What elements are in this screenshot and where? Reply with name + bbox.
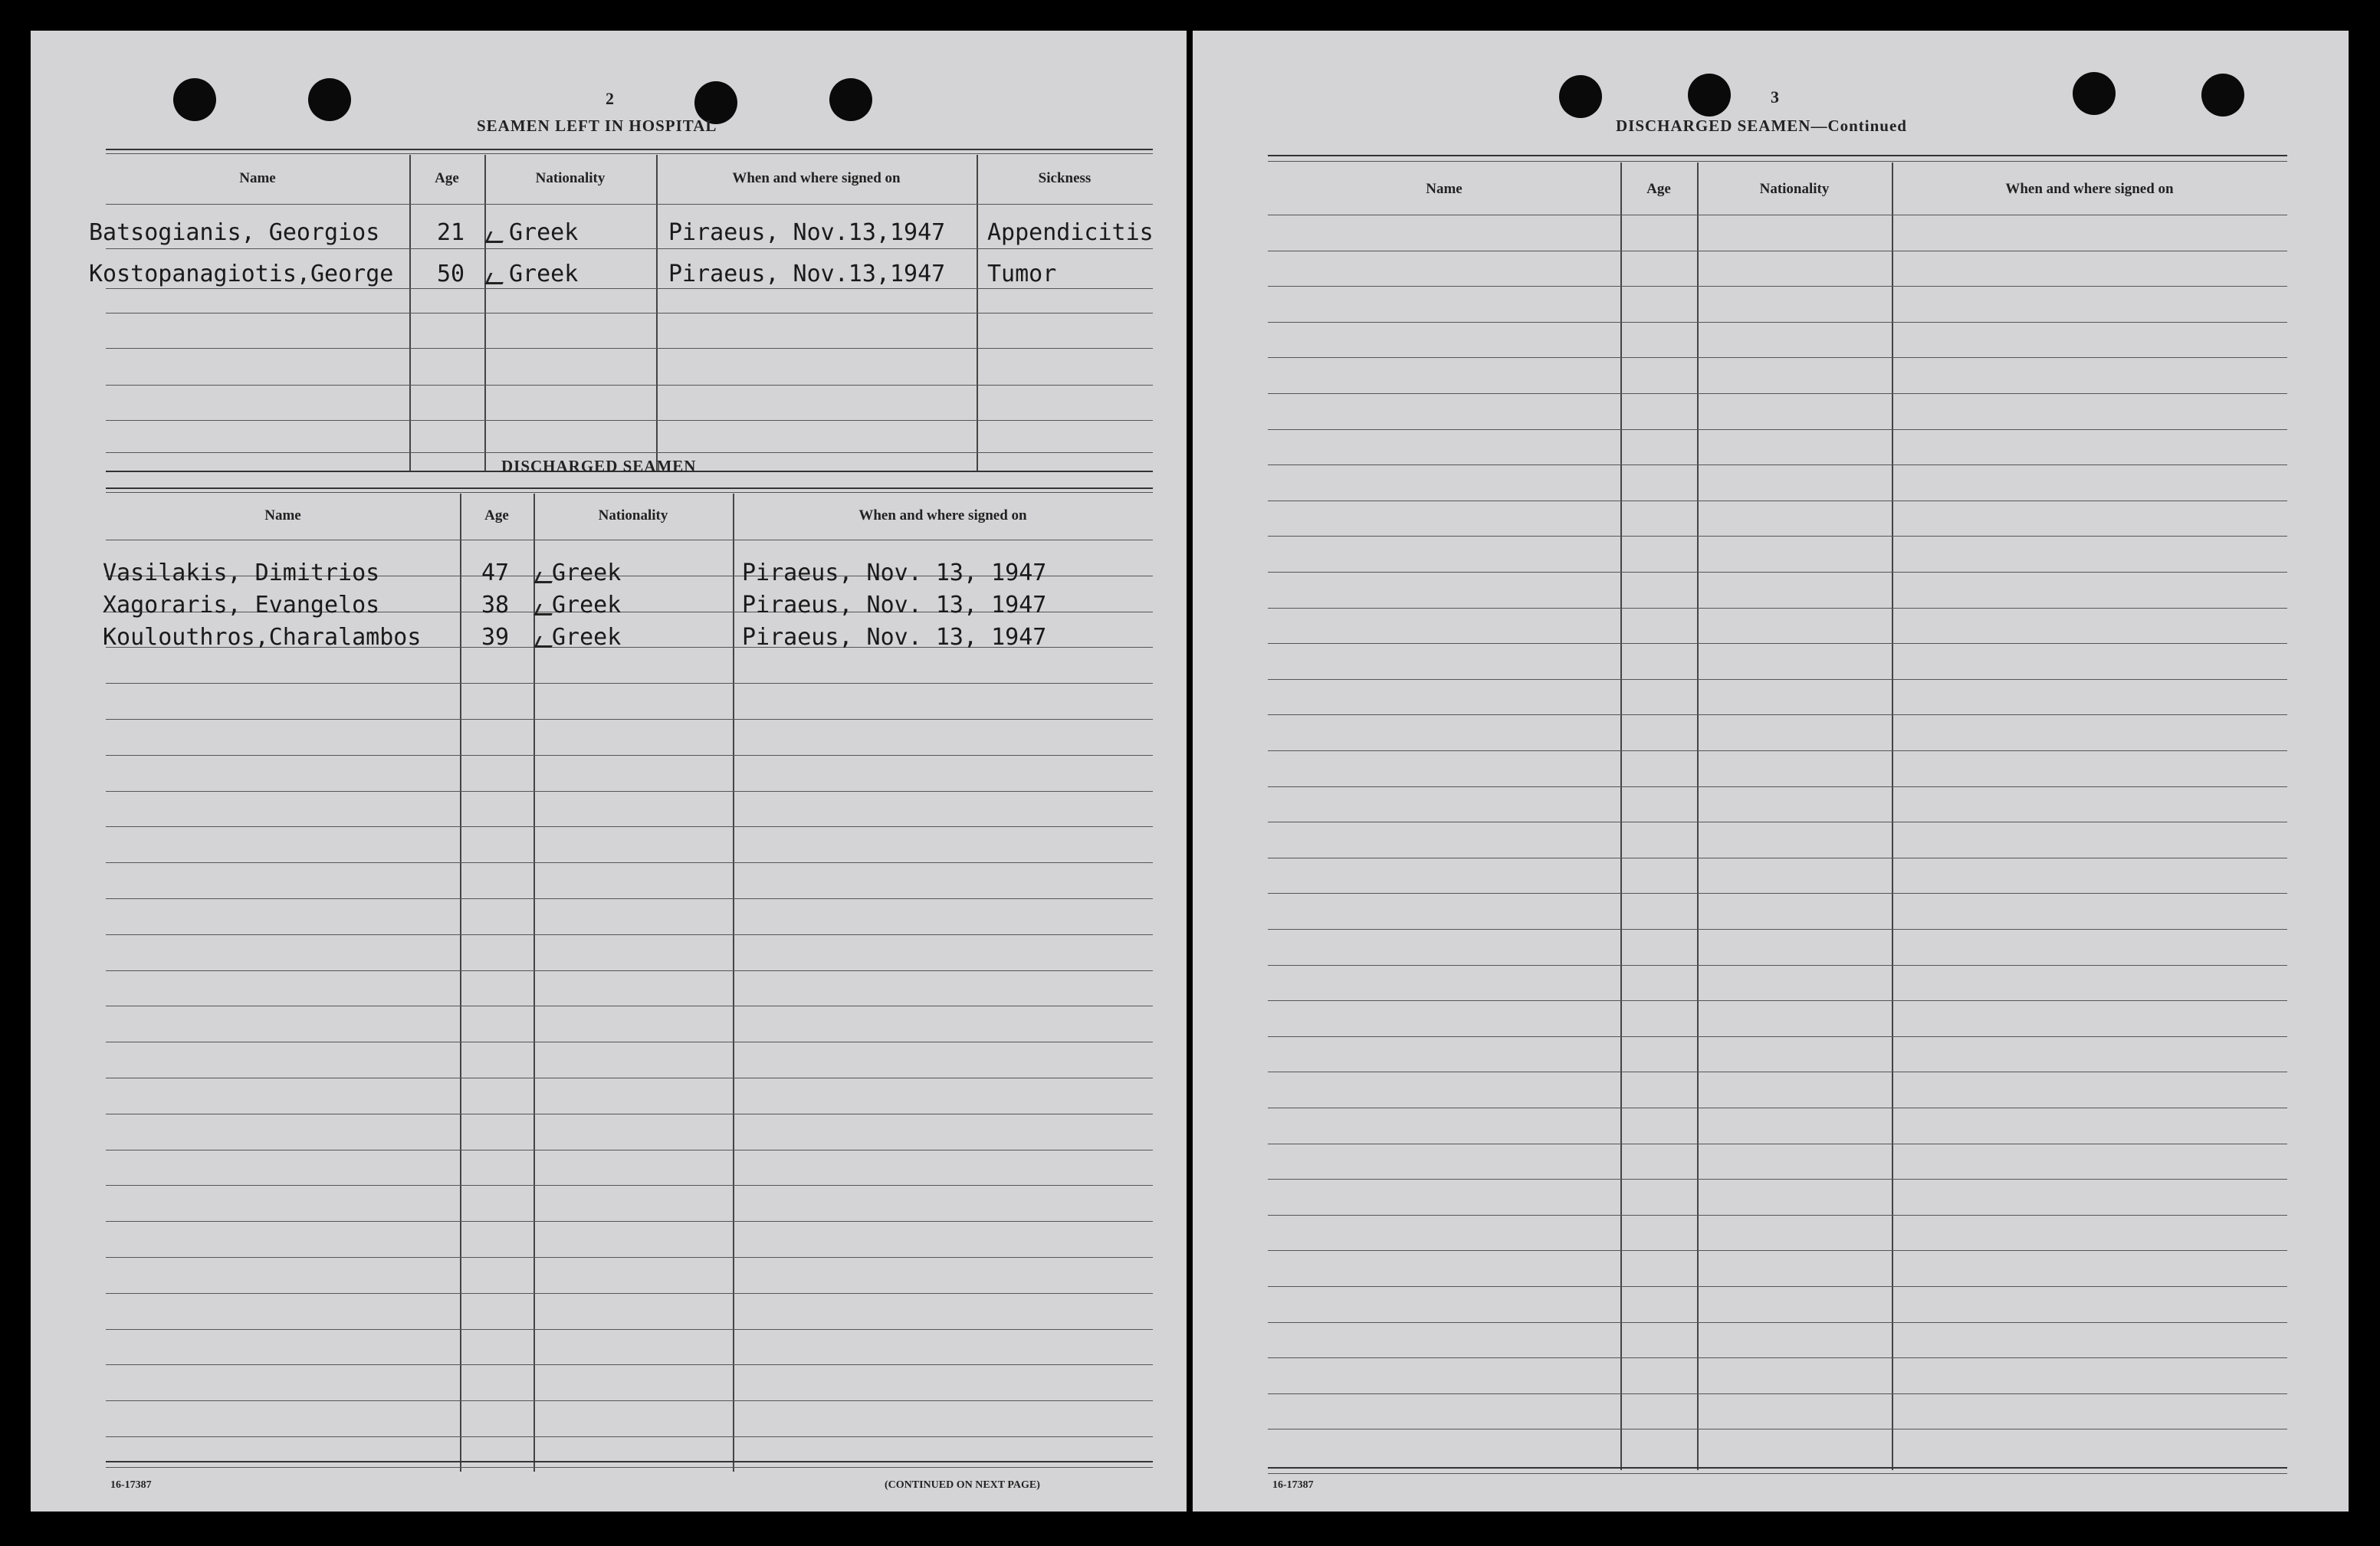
table-cell-nationality: Greek <box>552 560 622 586</box>
check-mark <box>485 273 508 284</box>
rule <box>106 791 1153 792</box>
rule <box>106 1400 1153 1401</box>
table-cell-age: 21 <box>437 219 465 246</box>
punch-hole <box>1559 75 1602 118</box>
rule <box>106 1329 1153 1330</box>
rule <box>106 934 1153 935</box>
rule <box>1268 608 2287 609</box>
rule <box>1268 929 2287 930</box>
rule <box>106 1185 1153 1186</box>
rule <box>106 683 1153 684</box>
rule <box>1268 1357 2287 1358</box>
rule <box>1268 714 2287 715</box>
rule <box>106 248 1153 249</box>
rule <box>1268 1467 2287 1469</box>
column-divider <box>1892 162 1893 1470</box>
rule <box>106 862 1153 863</box>
rule <box>106 492 1153 493</box>
rule <box>106 487 1153 489</box>
rule <box>1268 643 2287 644</box>
punch-hole <box>308 78 351 121</box>
table-cell-signed-on: Piraeus, Nov. 13, 1947 <box>742 624 1047 651</box>
rule <box>1268 1036 2287 1037</box>
rule <box>106 1436 1153 1437</box>
table-cell-age: 39 <box>481 624 510 651</box>
rule <box>1268 965 2287 966</box>
column-header-name: Name <box>239 170 276 186</box>
column-header-signed-on: When and where signed on <box>858 507 1027 524</box>
table-cell-sickness: Tumor <box>987 261 1057 287</box>
table-cell-age: 38 <box>481 592 510 619</box>
rule <box>1268 536 2287 537</box>
column-header-nationality: Nationality <box>535 170 606 186</box>
hospital-section-title: SEAMEN LEFT IN HOSPITAL <box>477 117 717 135</box>
rule <box>1268 429 2287 430</box>
rule <box>106 288 1153 289</box>
rule <box>1268 750 2287 751</box>
rule <box>106 1221 1153 1222</box>
rule <box>106 898 1153 899</box>
rule <box>106 348 1153 349</box>
table-cell-name: Batsogianis, Georgios <box>89 219 380 246</box>
column-divider <box>733 494 734 1472</box>
rule <box>1268 1322 2287 1323</box>
table-cell-signed-on: Piraeus, Nov.13,1947 <box>668 261 946 287</box>
rule <box>1268 357 2287 358</box>
table-cell-name: Xagoraris, Evangelos <box>103 592 380 619</box>
table-cell-nationality: Greek <box>552 624 622 651</box>
rule <box>106 1257 1153 1258</box>
table-cell-name: Kostopanagiotis,George <box>89 261 394 287</box>
rule <box>1268 161 2287 162</box>
table-cell-age: 50 <box>437 261 465 287</box>
column-divider <box>977 155 978 472</box>
rule <box>106 826 1153 827</box>
rule <box>106 1461 1153 1462</box>
column-header-name: Name <box>1426 181 1462 197</box>
rule <box>1268 1250 2287 1251</box>
form-number: 16-17387 <box>110 1479 152 1491</box>
table-cell-signed-on: Piraeus, Nov. 13, 1947 <box>742 592 1047 619</box>
column-divider <box>656 155 658 472</box>
rule <box>1268 464 2287 465</box>
rule <box>1268 155 2287 156</box>
rule <box>106 755 1153 756</box>
column-divider <box>409 155 411 472</box>
continued-note: (CONTINUED ON NEXT PAGE) <box>885 1479 1040 1491</box>
punch-hole <box>2073 72 2116 115</box>
form-number: 16-17387 <box>1272 1479 1314 1491</box>
punch-hole <box>2201 74 2244 117</box>
page-number: 3 <box>1771 87 1779 107</box>
table-cell-age: 47 <box>481 560 510 586</box>
rule <box>1268 1179 2287 1180</box>
rule <box>1268 322 2287 323</box>
column-divider <box>460 494 461 1472</box>
rule <box>1268 893 2287 894</box>
rule <box>1268 1473 2287 1474</box>
rule <box>106 385 1153 386</box>
discharged-continued-title: DISCHARGED SEAMEN—Continued <box>1616 117 1907 135</box>
table-cell-name: Vasilakis, Dimitrios <box>103 560 380 586</box>
column-header-name: Name <box>264 507 301 524</box>
right-page <box>1193 31 2349 1512</box>
rule <box>106 970 1153 971</box>
column-header-age: Age <box>484 507 509 524</box>
rule <box>1268 1000 2287 1001</box>
rule <box>106 1467 1153 1468</box>
column-divider <box>484 155 486 472</box>
punch-hole <box>173 78 216 121</box>
table-cell-sickness: Appendicitis <box>987 219 1154 246</box>
table-cell-signed-on: Piraeus, Nov.13,1947 <box>668 219 946 246</box>
column-header-nationality: Nationality <box>1759 181 1830 197</box>
rule <box>1268 786 2287 787</box>
rule <box>106 452 1153 453</box>
column-header-age: Age <box>435 170 459 186</box>
rule <box>106 149 1153 150</box>
table-cell-nationality: Greek <box>552 592 622 619</box>
rule <box>1268 1393 2287 1394</box>
check-mark <box>485 231 508 243</box>
table-cell-nationality: Greek <box>509 219 579 246</box>
column-divider <box>1620 162 1622 1470</box>
column-divider <box>1697 162 1699 1470</box>
rule <box>106 1293 1153 1294</box>
column-header-age: Age <box>1646 181 1671 197</box>
table-cell-nationality: Greek <box>509 261 579 287</box>
rule <box>1268 1286 2287 1287</box>
column-divider <box>533 494 535 1472</box>
punch-hole <box>829 78 872 121</box>
rule <box>1268 1215 2287 1216</box>
rule <box>106 153 1153 154</box>
rule <box>1268 286 2287 287</box>
rule <box>106 1364 1153 1365</box>
rule <box>1268 572 2287 573</box>
table-cell-signed-on: Piraeus, Nov. 13, 1947 <box>742 560 1047 586</box>
left-page <box>31 31 1187 1512</box>
column-header-signed-on: When and where signed on <box>732 170 901 186</box>
rule <box>106 420 1153 421</box>
rule <box>106 719 1153 720</box>
column-header-nationality: Nationality <box>598 507 668 524</box>
rule <box>1268 679 2287 680</box>
column-header-signed-on: When and where signed on <box>2005 181 2174 197</box>
punch-hole <box>1688 74 1731 117</box>
discharged-section-title: DISCHARGED SEAMEN <box>501 457 697 475</box>
rule <box>106 204 1153 205</box>
column-header-sickness: Sickness <box>1038 170 1092 186</box>
table-cell-name: Koulouthros,Charalambos <box>103 624 422 651</box>
rule <box>1268 393 2287 394</box>
page-number: 2 <box>606 89 614 108</box>
